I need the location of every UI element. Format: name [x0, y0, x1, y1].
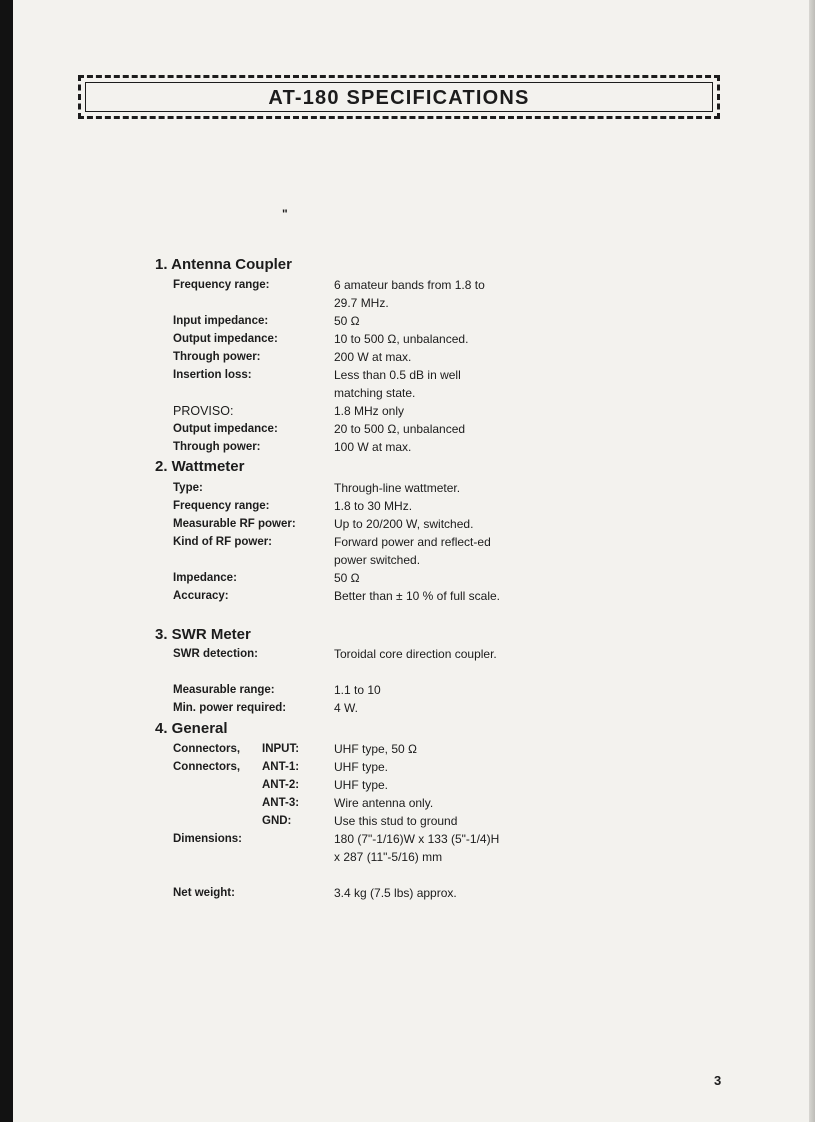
label-input-impedance: Input impedance: — [173, 315, 269, 327]
label-connectors-ant1: Connectors, — [173, 761, 241, 773]
label-proviso-through-power: Through power: — [173, 441, 261, 453]
label-impedance: Impedance: — [173, 572, 237, 584]
value-proviso-output-impedance: 20 to 500 Ω, unbalanced — [334, 422, 466, 436]
sublabel-input: INPUT: — [262, 743, 300, 755]
value-min-power-required: 4 W. — [334, 701, 359, 715]
section-title-antenna-coupler: 1. Antenna Coupler — [155, 256, 292, 273]
header-box — [78, 75, 720, 119]
value-impedance: 50 Ω — [334, 571, 360, 585]
small-mark: " — [282, 207, 288, 221]
value-proviso: 1.8 MHz only — [334, 404, 405, 418]
value-insertion-loss: Less than 0.5 dB in well matching state. — [334, 368, 461, 400]
section-title-swr-meter: 3. SWR Meter — [155, 626, 251, 643]
value-swr-detection: Toroidal core direction coupler. — [334, 647, 497, 661]
sublabel-ant2: ANT-2: — [262, 779, 300, 791]
value-gnd: Use this stud to ground — [334, 814, 458, 828]
label-measurable-range: Measurable range: — [173, 684, 275, 696]
label-accuracy: Accuracy: — [173, 590, 229, 602]
page-title: AT-180 SPECIFICATIONS — [268, 87, 530, 109]
sublabel-ant1: ANT-1: — [262, 761, 300, 773]
label-measurable-rf-power: Measurable RF power: — [173, 518, 296, 530]
sublabel-ant3: ANT-3: — [262, 797, 300, 809]
value-output-impedance: 10 to 500 Ω, unbalanced. — [334, 332, 469, 346]
value-frequency-range: 6 amateur bands from 1.8 to 29.7 MHz. — [334, 278, 485, 310]
label-connectors-input: Connectors, — [173, 743, 241, 755]
label-proviso-output-impedance: Output impedance: — [173, 423, 278, 435]
page-number: 3 — [714, 1073, 722, 1088]
label-output-impedance: Output impedance: — [173, 333, 278, 345]
binder-edge — [0, 0, 13, 1122]
value-wattmeter-frequency-range: 1.8 to 30 MHz. — [334, 499, 413, 513]
value-measurable-range: 1.1 to 10 — [334, 683, 381, 697]
value-type: Through-line wattmeter. — [334, 481, 461, 495]
value-accuracy: Better than ± 10 % of full scale. — [334, 589, 501, 603]
value-measurable-rf-power: Up to 20/200 W, switched. — [334, 517, 474, 531]
label-wattmeter-frequency-range: Frequency range: — [173, 500, 270, 512]
label-dimensions: Dimensions: — [173, 833, 243, 845]
value-through-power: 200 W at max. — [334, 350, 412, 364]
label-proviso: PROVISO: — [173, 404, 234, 418]
value-input-impedance: 50 Ω — [334, 314, 360, 328]
value-ant2-connector: UHF type. — [334, 778, 389, 792]
label-through-power: Through power: — [173, 351, 261, 363]
page-edge — [809, 0, 815, 1122]
value-input-connector: UHF type, 50 Ω — [334, 742, 417, 756]
value-ant1-connector: UHF type. — [334, 760, 389, 774]
label-min-power-required: Min. power required: — [173, 702, 287, 714]
value-proviso-through-power: 100 W at max. — [334, 440, 412, 454]
value-kind-of-rf-power: Forward power and reflect-ed power switched. — [334, 535, 491, 567]
sublabel-gnd: GND: — [262, 815, 292, 827]
value-dimensions: 180 (7"-1/16)W x 133 (5"-1/4)H x 287 (11"-5/16) mm — [334, 832, 500, 864]
value-ant3-connector: Wire antenna only. — [334, 796, 434, 810]
label-type: Type: — [173, 482, 203, 494]
label-swr-detection: SWR detection: — [173, 648, 258, 660]
label-insertion-loss: Insertion loss: — [173, 369, 252, 381]
section-title-general: 4. General — [155, 720, 228, 737]
value-net-weight: 3.4 kg (7.5 lbs) approx. — [334, 886, 457, 900]
label-kind-of-rf-power: Kind of RF power: — [173, 536, 273, 548]
label-frequency-range: Frequency range: — [173, 279, 270, 291]
section-title-wattmeter: 2. Wattmeter — [155, 458, 245, 475]
label-net-weight: Net weight: — [173, 887, 235, 899]
